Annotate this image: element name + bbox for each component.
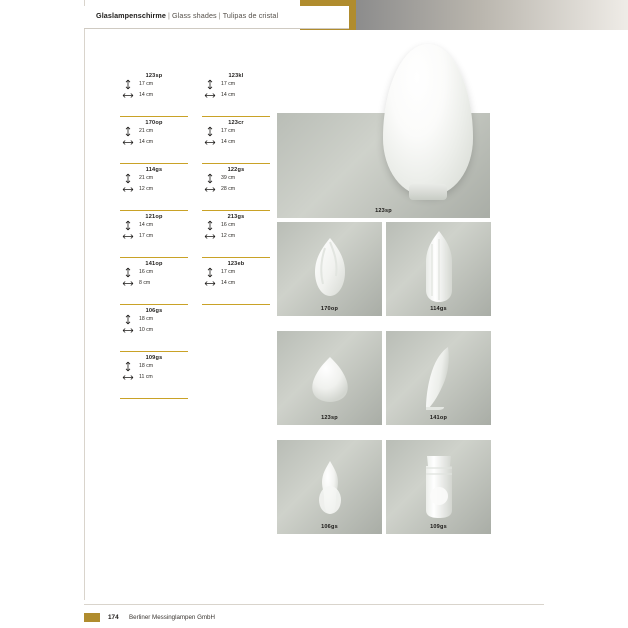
- spec-height-row: [120, 79, 188, 90]
- spec-height-value: 21 cm: [139, 128, 154, 134]
- spec-width-row: [202, 278, 270, 289]
- spec-item: [120, 70, 188, 117]
- spec-item: [202, 117, 270, 164]
- spec-code: 114gs: [145, 167, 163, 173]
- glass-shade-bud: [310, 460, 350, 516]
- width-arrow-icon: [204, 90, 218, 101]
- glass-shade-teardrop: [383, 44, 473, 214]
- product-photo-106gs: [277, 440, 382, 534]
- spec-width-row: [120, 137, 188, 148]
- spec-item: [120, 211, 188, 258]
- height-arrow-icon: [122, 314, 136, 325]
- width-arrow-icon: [204, 184, 218, 195]
- spec-height-value: 16 cm: [139, 269, 154, 275]
- width-arrow-icon: [204, 137, 218, 148]
- spec-code: 170op: [145, 120, 163, 126]
- product-photo-114gs: [386, 222, 491, 316]
- spec-width-row: [202, 231, 270, 242]
- width-arrow-icon: [122, 325, 136, 336]
- spec-width-row: [202, 184, 270, 195]
- header-gradient-band: [356, 0, 628, 30]
- spec-item: [120, 164, 188, 211]
- spec-column-2: [202, 70, 270, 305]
- spec-height-row: [120, 361, 188, 372]
- spec-width-row: [120, 325, 188, 336]
- spec-item: [202, 164, 270, 211]
- shade-body: [383, 44, 473, 196]
- spec-height-value: 17 cm: [139, 81, 154, 87]
- height-arrow-icon: [204, 126, 218, 137]
- width-arrow-icon: [204, 231, 218, 242]
- spec-height-row: [120, 220, 188, 231]
- spec-width-value: 14 cm: [221, 92, 236, 98]
- spec-code: 141op: [145, 261, 163, 267]
- spec-width-value: 14 cm: [221, 280, 236, 286]
- spec-width-value: 17 cm: [139, 233, 154, 239]
- spec-code: 123sp: [145, 73, 163, 79]
- spec-height-value: 17 cm: [221, 269, 236, 275]
- page-title-en: Glass shades: [171, 11, 217, 20]
- spec-height-row: [202, 267, 270, 278]
- spec-width-value: 8 cm: [139, 280, 151, 286]
- width-arrow-icon: [122, 137, 136, 148]
- product-photo-141op: [386, 331, 491, 425]
- spec-item: [202, 258, 270, 305]
- footer-company-name: Berliner Messinglampen GmbH: [129, 614, 215, 621]
- spec-column-1: [120, 70, 188, 399]
- width-arrow-icon: [204, 278, 218, 289]
- spec-width-row: [120, 90, 188, 101]
- glass-shade-ribbed-tulip: [419, 230, 459, 304]
- photo-caption: 114gs: [430, 306, 447, 312]
- shade-base: [409, 184, 447, 200]
- title-separator-2: |: [218, 11, 221, 20]
- spec-height-value: 39 cm: [221, 175, 236, 181]
- height-arrow-icon: [204, 220, 218, 231]
- spec-width-row: [120, 278, 188, 289]
- height-arrow-icon: [122, 267, 136, 278]
- width-arrow-icon: [122, 231, 136, 242]
- spec-height-value: 18 cm: [139, 316, 154, 322]
- glass-shade-angled-cone: [418, 345, 460, 411]
- spec-code: 106gs: [145, 308, 163, 314]
- spec-code: 122gs: [227, 167, 245, 173]
- spec-height-value: 17 cm: [221, 128, 236, 134]
- spec-width-value: 12 cm: [221, 233, 236, 239]
- spec-height-row: [120, 314, 188, 325]
- spec-code: 213gs: [227, 214, 245, 220]
- spec-width-value: 10 cm: [139, 327, 154, 333]
- spec-width-value: 11 cm: [139, 374, 153, 380]
- product-photo-123sp: [277, 331, 382, 425]
- width-arrow-icon: [122, 372, 136, 383]
- spec-code: 123eb: [227, 261, 245, 267]
- glass-shade-crown: [417, 452, 461, 520]
- spec-height-value: 18 cm: [139, 363, 154, 369]
- spec-width-row: [202, 137, 270, 148]
- height-arrow-icon: [122, 361, 136, 372]
- photo-caption: 170op: [320, 306, 339, 312]
- spec-item: [120, 305, 188, 352]
- spec-height-row: [120, 267, 188, 278]
- spec-width-row: [202, 90, 270, 101]
- spec-width-value: 14 cm: [139, 92, 154, 98]
- height-arrow-icon: [122, 220, 136, 231]
- spec-item: [202, 211, 270, 258]
- photo-caption: 123sp: [321, 415, 338, 421]
- height-arrow-icon: [122, 126, 136, 137]
- spec-height-value: 21 cm: [139, 175, 154, 181]
- glass-shade-bell: [300, 355, 360, 405]
- spec-height-row: [202, 126, 270, 137]
- spec-width-row: [120, 184, 188, 195]
- spec-height-row: [202, 79, 270, 90]
- spec-width-value: 14 cm: [221, 139, 236, 145]
- footer-accent-swatch: [84, 613, 100, 622]
- height-arrow-icon: [204, 267, 218, 278]
- spec-item: [202, 70, 270, 117]
- spec-item: [120, 258, 188, 305]
- photo-caption: 109gs: [430, 524, 447, 530]
- width-arrow-icon: [122, 90, 136, 101]
- glass-shade-flame: [307, 236, 353, 298]
- spec-width-row: [120, 231, 188, 242]
- photo-caption: 123sp: [375, 208, 392, 214]
- width-arrow-icon: [122, 278, 136, 289]
- page-number: 174: [108, 614, 119, 621]
- page-title-es: Tulipas de cristal: [222, 11, 279, 20]
- height-arrow-icon: [204, 173, 218, 184]
- photo-caption: 106gs: [321, 524, 338, 530]
- page-title: [96, 11, 278, 20]
- product-photo-109gs: [386, 440, 491, 534]
- left-vertical-rule: [84, 0, 85, 600]
- product-photo-170op: [277, 222, 382, 316]
- spec-width-value: 12 cm: [139, 186, 154, 192]
- spec-code: 123cr: [228, 120, 244, 126]
- spec-height-row: [202, 173, 270, 184]
- spec-item: [120, 117, 188, 164]
- spec-code: 109gs: [145, 355, 163, 361]
- height-arrow-icon: [122, 173, 136, 184]
- spec-height-row: [120, 173, 188, 184]
- spec-height-value: 16 cm: [221, 222, 236, 228]
- spec-item: [120, 352, 188, 399]
- spec-width-row: [120, 372, 188, 383]
- height-arrow-icon: [204, 79, 218, 90]
- page-title-de: Glaslampenschirme: [96, 11, 167, 20]
- spec-width-value: 28 cm: [221, 186, 236, 192]
- spec-height-value: 14 cm: [139, 222, 154, 228]
- footer-rule: [84, 604, 544, 605]
- spec-height-row: [202, 220, 270, 231]
- spec-code: 123kl: [228, 73, 244, 79]
- photo-caption: 141op: [429, 415, 448, 421]
- spec-width-value: 14 cm: [139, 139, 154, 145]
- title-separator-1: |: [168, 11, 170, 20]
- spec-height-row: [120, 126, 188, 137]
- spec-code: 121op: [145, 214, 163, 220]
- width-arrow-icon: [122, 184, 136, 195]
- height-arrow-icon: [122, 79, 136, 90]
- spec-height-value: 17 cm: [221, 81, 236, 87]
